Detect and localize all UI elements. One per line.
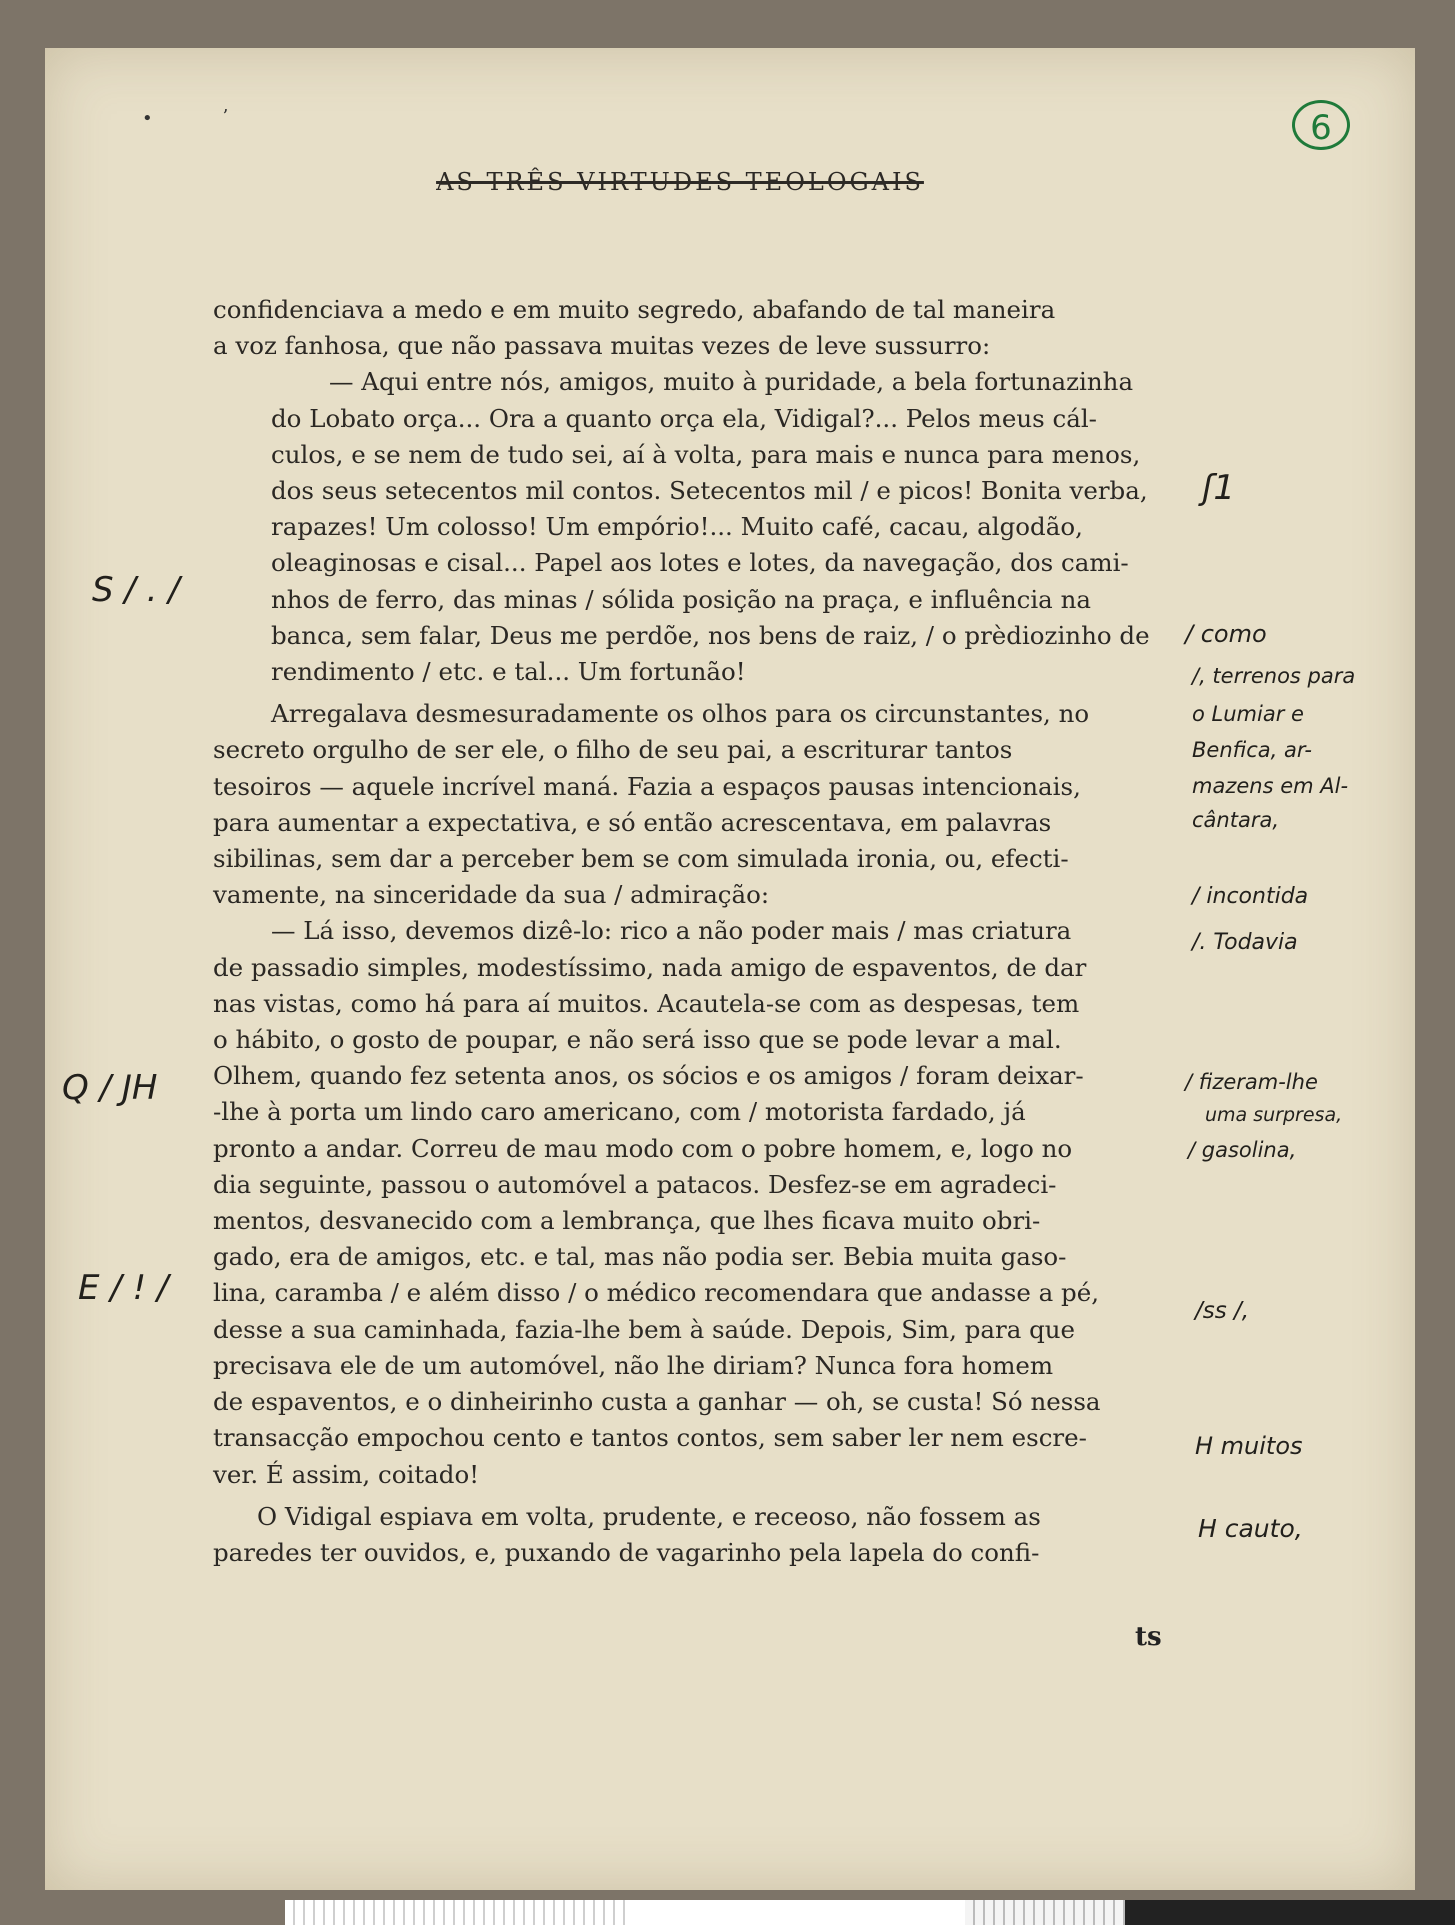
text-line: dos seus setecentos mil contos. Setecentos mil / e picos! Bonita verba, (271, 476, 1148, 506)
text-line: do Lobato orça... Ora a quanto orça ela, Vidigal?... Pelos meus cál- (271, 403, 1097, 433)
margin-note-left: S / . / (92, 570, 180, 610)
scale-segment (965, 1900, 1125, 1925)
text-line: confidenciava a medo e em muito segredo, abafando de tal maneira (213, 295, 1056, 324)
margin-note-right: o Lumiar e (1192, 702, 1304, 726)
text-line: O Vidigal espiava em volta, prudente, e receoso, não fossem as (257, 1501, 1041, 1531)
text-line: rendimento / etc. e tal... Um fortunão! (271, 657, 746, 687)
text-line: de passadio simples, modestíssimo, nada amigo de espaventos, de dar (213, 952, 1087, 982)
page-number: 6 (1292, 100, 1350, 150)
paragraph (213, 696, 1163, 913)
footer-mark: ts (1135, 1622, 1162, 1652)
scan-scale-bar (285, 1900, 1455, 1925)
paragraph (213, 364, 1163, 690)
text-line: dia seguinte, passou o automóvel a patacos. Desfez-se em agradeci- (213, 1169, 1057, 1199)
margin-note-right: / incontida (1192, 884, 1309, 909)
text-line: vamente, na sinceridade da sua / admiração: (213, 880, 770, 910)
body-text (213, 292, 1163, 1571)
text-line: -lhe à porta um lindo caro americano, com / motorista fardado, já (213, 1097, 1026, 1127)
margin-note-left: E / ! / (78, 1268, 169, 1308)
text-line: Arregalava desmesuradamente os olhos para os circunstantes, no (271, 699, 1090, 729)
text-line: rapazes! Um colosso! Um empório!... Muito café, cacau, algodão, (271, 512, 1083, 542)
text-line: paredes ter ouvidos, e, puxando de vagarinho pela lapela do confi- (213, 1537, 1040, 1567)
margin-note-right: H muitos (1195, 1432, 1303, 1460)
text-line: secreto orgulho de ser ele, o filho de seu pai, a escriturar tantos (213, 735, 1013, 765)
text-line: para aumentar a expectativa, e só então acrescentava, em palavras (213, 807, 1052, 837)
margin-note-right: / como (1185, 620, 1267, 648)
margin-note-right: uma surpresa, (1205, 1104, 1343, 1126)
text-line: culos, e se nem de tudo sei, aí à volta, para mais e nunca para menos, (271, 439, 1141, 469)
running-header: AS TRÊS VIRTUDES TEOLOGAIS (436, 168, 924, 196)
margin-note-right: ʃ1 (1202, 468, 1236, 508)
text-line: tesoiros — aquele incrível maná. Fazia a espaços pausas intencionais, (213, 771, 1081, 801)
text-line: — Aqui entre nós, amigos, muito à puridade, a bela fortunazinha (329, 367, 1134, 397)
ink-speck: • (142, 108, 153, 129)
text-line: mentos, desvanecido com a lembrança, que lhes ficava muito obri- (213, 1206, 1041, 1236)
text-line: Olhem, quando fez setenta anos, os sócios e os amigos / foram deixar- (213, 1061, 1084, 1091)
text-line: a voz fanhosa, que não passava muitas vezes de leve sussurro: (213, 331, 991, 361)
margin-note-right: Benfica, ar- (1192, 738, 1312, 762)
margin-note-right: cântara, (1192, 808, 1280, 832)
text-line: precisava ele de um automóvel, não lhe diriam? Nunca fora homem (213, 1350, 1054, 1380)
margin-note-right: /ss /, (1195, 1298, 1250, 1324)
text-line: — Lá isso, devemos dizê-lo: rico a não poder mais / mas criatura (271, 916, 1072, 946)
ink-speck: ʼ (222, 106, 228, 127)
margin-note-right: H cauto, (1198, 1514, 1303, 1543)
margin-note-right: / fizeram-lhe (1185, 1070, 1318, 1094)
text-line: banca, sem falar, Deus me perdõe, nos bens de raiz, / o prèdiozinho de (271, 620, 1150, 650)
text-line: nhos de ferro, das minas / sólida posição na praça, e influência na (271, 584, 1091, 614)
paragraph (213, 913, 1163, 1492)
text-line: nas vistas, como há para aí muitos. Acautela-se com as despesas, tem (213, 988, 1080, 1018)
margin-note-right: / gasolina, (1188, 1138, 1297, 1162)
scale-segment (1125, 1900, 1455, 1925)
text-line: de espaventos, e o dinheirinho custa a ganhar — oh, se custa! Só nessa (213, 1387, 1101, 1417)
scale-segment (285, 1900, 625, 1925)
text-line: desse a sua caminhada, fazia-lhe bem à saúde. Depois, Sim, para que (213, 1314, 1076, 1344)
margin-note-right: /, terrenos para (1192, 664, 1356, 688)
text-line: pronto a andar. Correu de mau modo com o pobre homem, e, logo no (213, 1133, 1073, 1163)
scale-segment (625, 1900, 965, 1925)
paragraph (213, 292, 1163, 364)
text-line: sibilinas, sem dar a perceber bem se com simulada ironia, ou, efecti- (213, 844, 1069, 874)
text-line: oleaginosas e cisal... Papel aos lotes e lotes, da navegação, dos cami- (271, 548, 1129, 578)
text-line: o hábito, o gosto de poupar, e não será isso que se pode levar a mal. (213, 1025, 1062, 1055)
text-line: lina, caramba / e além disso / o médico recomendara que andasse a pé, (213, 1278, 1099, 1308)
margin-note-right: mazens em Al- (1192, 774, 1349, 798)
text-line: ver. É assim, coitado! (213, 1459, 480, 1489)
margin-note-left: Q / JH (62, 1068, 158, 1108)
paragraph (213, 1499, 1163, 1571)
text-line: gado, era de amigos, etc. e tal, mas não podia ser. Bebia muita gaso- (213, 1242, 1067, 1272)
text-line: transacção empochou cento e tantos contos, sem saber ler nem escre- (213, 1423, 1087, 1453)
margin-note-right: /. Todavia (1192, 930, 1298, 955)
